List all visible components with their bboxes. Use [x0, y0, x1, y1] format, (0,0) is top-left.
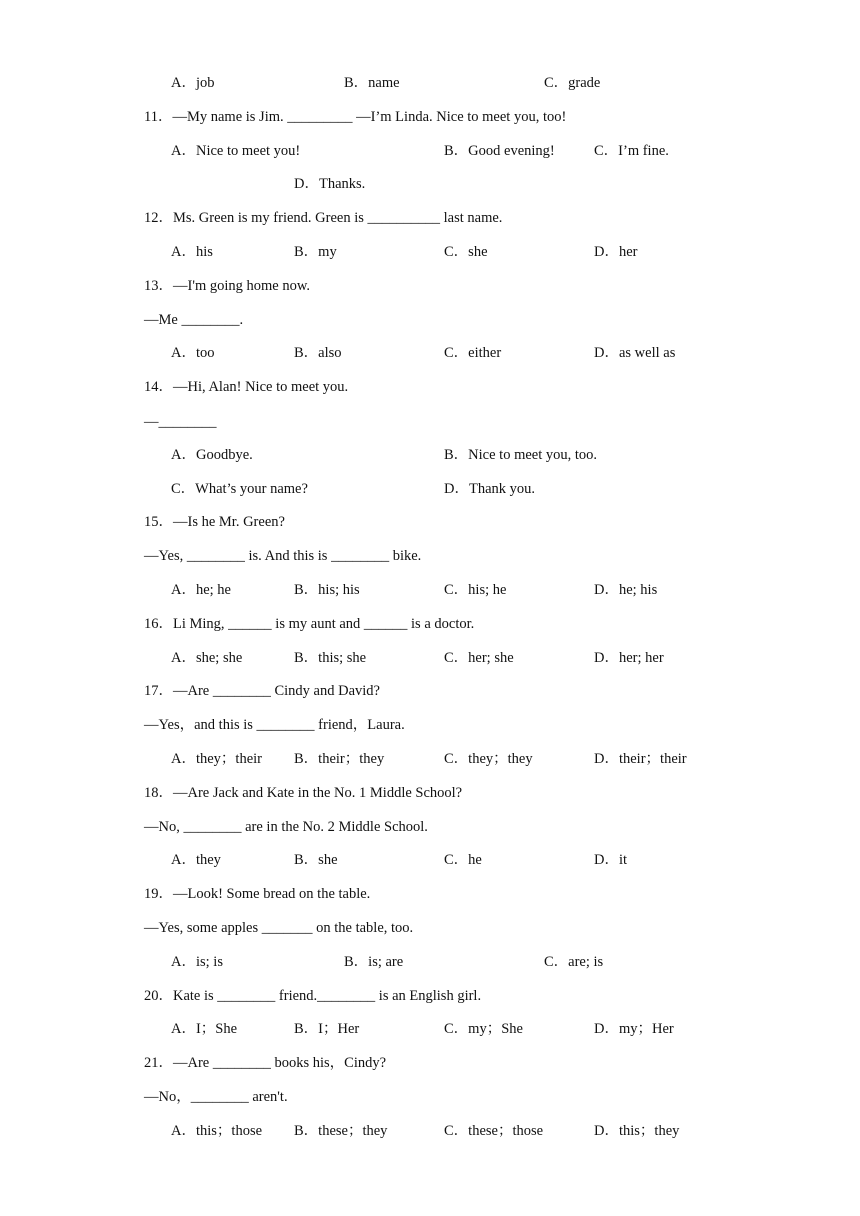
- q11-option-d: D．Thanks.: [294, 176, 366, 192]
- q12-option-d: D．her: [594, 244, 638, 260]
- q20-option-c: C．my；She: [444, 1021, 523, 1037]
- q21-option-c: C．these；those: [444, 1123, 544, 1139]
- q14-option-d: D．Thank you.: [444, 481, 536, 497]
- q10-option-b: B．name: [344, 75, 400, 91]
- q18-option-a: A．they: [171, 852, 221, 868]
- q20-option-b: B．I；Her: [294, 1021, 360, 1037]
- q12-option-c: C．she: [444, 244, 488, 260]
- q14-option-b: B．Nice to meet you, too.: [444, 447, 598, 463]
- q15-option-b: B．his; his: [294, 582, 360, 598]
- q17-line2: —Yes，and this is ________ friend，Laura.: [144, 717, 405, 733]
- q11-option-c: C．I’m fine.: [594, 143, 669, 159]
- q13-option-c: C．either: [444, 345, 502, 361]
- q17-stem: 17．—Are ________ Cindy and David?: [144, 683, 380, 699]
- q17-option-c: C．they；they: [444, 751, 533, 767]
- q21-option-b: B．these；they: [294, 1123, 388, 1139]
- q17-option-a: A．they；their: [171, 751, 263, 767]
- q20-stem: 20．Kate is ________ friend.________ is an English girl.: [144, 988, 482, 1004]
- q14-option-a: A．Goodbye.: [171, 447, 253, 463]
- q15-option-d: D．he; his: [594, 582, 658, 598]
- q17-option-d: D．their；their: [594, 751, 687, 767]
- q14-option-c: C．What’s your name?: [171, 481, 308, 497]
- q15-stem: 15．—Is he Mr. Green?: [144, 514, 285, 530]
- q19-option-c: C．are; is: [544, 954, 604, 970]
- q21-stem: 21．—Are ________ books his，Cindy?: [144, 1055, 387, 1071]
- q14-line2: —________: [144, 414, 217, 430]
- q10-option-a: A．job: [171, 75, 215, 91]
- q13-option-b: B．also: [294, 345, 342, 361]
- q21-line2: —No，________ aren't.: [144, 1089, 288, 1105]
- q11-stem: 11．—My name is Jim. _________ —I’m Linda. Nice to meet you, too!: [144, 109, 567, 125]
- q21-option-a: A．this；those: [171, 1123, 263, 1139]
- q13-line2: —Me ________.: [144, 312, 244, 328]
- q13-option-a: A．too: [171, 345, 215, 361]
- q18-option-c: C．he: [444, 852, 482, 868]
- q15-option-c: C．his; he: [444, 582, 507, 598]
- q16-option-d: D．her; her: [594, 650, 664, 666]
- q14-stem: 14．—Hi, Alan! Nice to meet you.: [144, 379, 349, 395]
- q19-line2: —Yes, some apples _______ on the table, too.: [144, 920, 414, 936]
- q15-option-a: A．he; he: [171, 582, 231, 598]
- q12-stem: 12．Ms. Green is my friend. Green is __________ last name.: [144, 210, 503, 226]
- q21-option-d: D．this；they: [594, 1123, 680, 1139]
- q20-option-a: A．I；She: [171, 1021, 238, 1037]
- q18-line2: —No, ________ are in the No. 2 Middle School.: [144, 819, 428, 835]
- q13-option-d: D．as well as: [594, 345, 676, 361]
- q16-option-a: A．she; she: [171, 650, 243, 666]
- q19-option-a: A．is; is: [171, 954, 223, 970]
- q18-option-b: B．she: [294, 852, 338, 868]
- q12-option-a: A．his: [171, 244, 213, 260]
- q15-line2: —Yes, ________ is. And this is ________ bike.: [144, 548, 422, 564]
- q11-option-b: B．Good evening!: [444, 143, 555, 159]
- q16-stem: 16．Li Ming, ______ is my aunt and ______ is a doctor.: [144, 616, 475, 632]
- q13-stem: 13．—I'm going home now.: [144, 278, 310, 294]
- q19-stem: 19．—Look! Some bread on the table.: [144, 886, 371, 902]
- q18-option-d: D．it: [594, 852, 628, 868]
- q12-option-b: B．my: [294, 244, 337, 260]
- q16-option-c: C．her; she: [444, 650, 514, 666]
- q20-option-d: D．my；Her: [594, 1021, 674, 1037]
- q18-stem: 18．—Are Jack and Kate in the No. 1 Middle School?: [144, 785, 463, 801]
- q16-option-b: B．this; she: [294, 650, 367, 666]
- q17-option-b: B．their；they: [294, 751, 385, 767]
- q11-option-a: A．Nice to meet you!: [171, 143, 301, 159]
- q10-option-c: C．grade: [544, 75, 601, 91]
- q19-option-b: B．is; are: [344, 954, 404, 970]
